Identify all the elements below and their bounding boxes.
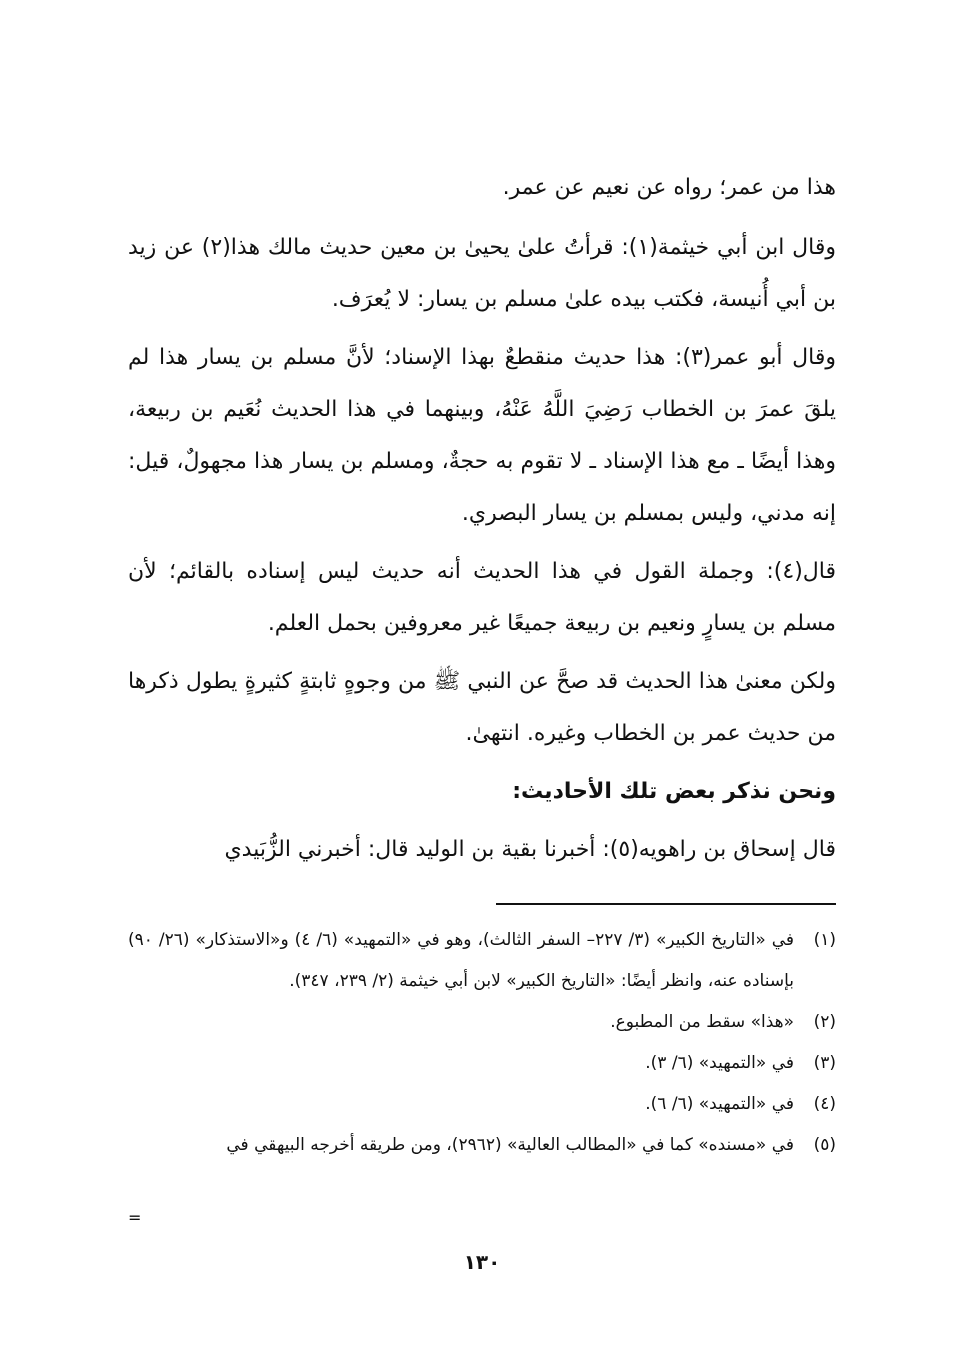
main-text [128, 162, 836, 882]
footnotes [128, 920, 836, 1166]
footnote-3 [128, 1043, 836, 1084]
footnote-number: (٤) [813, 1094, 836, 1114]
continuation-mark: = [128, 1208, 142, 1227]
paragraph-7: قال إسحاق بن راهويه(٥): أخبرنا بقية بن الوليد قال: أخبرني الزُّبَيدي [224, 837, 836, 862]
page-number: ١٣٠ [463, 1250, 501, 1274]
footnote-text: في «التمهيد» (٦/ ٣). [645, 1053, 794, 1073]
footnote-5 [128, 1125, 836, 1166]
footnote-number: (٥) [813, 1135, 836, 1155]
footnote-2 [128, 1002, 836, 1043]
footnote-text: «هذا» سقط من المطبوع. [610, 1012, 794, 1032]
paragraph-5: ولكن معنىٰ هذا الحديث قد صحَّ عن النبي ﷺ من وجوهٍ ثابتةٍ كثيرةٍ يطول ذكرها من حديث عمر بن الخطاب وغيره. انتهىٰ. [128, 669, 836, 746]
footnote-1 [128, 920, 836, 1002]
footnote-number: (١) [813, 930, 836, 950]
footnote-text: في «التمهيد» (٦/ ٦). [645, 1094, 794, 1114]
paragraph-2: وقال ابن أبي خيثمة(١): قرأتُ علىٰ يحيىٰ بن معين حديث مالك هذا(٢) عن زيد بن أبي أُنيسة، فكتب بيده علىٰ مسلم بن يسار: لا يُعرَف. [128, 235, 836, 312]
footnote-text: في «مسنده» كما في «المطالب العالية» (٢٩٦٢)، ومن طريقه أخرجه البيهقي في [226, 1135, 794, 1155]
paragraph-4: قال(٤): وجملة القول في هذا الحديث أنه حديث ليس إسناده بالقائم؛ لأن مسلم بن يسارٍ ونعيم بن ربيعة جميعًا غير معروفين بحمل العلم. [128, 559, 836, 636]
paragraph-1: هذا من عمر؛ رواه عن نعيم عن عمر. [502, 175, 836, 200]
paragraph-3: وقال أبو عمر(٣): هذا حديث منقطعٌ بهذا الإسناد؛ لأنَّ مسلم بن يسار هذا لم يلقَ عمرَ بن الخطاب رَضِيَ اللَّهُ عَنْهُ، وبينهما في هذا الحديث نُعَيم بن ربيعة، وهذا أيضًا ـ مع هذا الإسناد ـ لا تقوم به حجةٌ، ومسلم بن يسار هذا مجهولٌ، قيل: إنه مدني، وليس بمسلم بن يسار البصري. [128, 345, 836, 526]
footnote-4 [128, 1084, 836, 1125]
footnote-separator [496, 903, 836, 905]
footnote-number: (٢) [813, 1012, 836, 1032]
footnote-text: في «التاريخ الكبير» (٣/ ٢٢٧– السفر الثالث)، وهو في «التمهيد» (٦/ ٤) و«الاستذكار» (٢٦/ ٩٠) بإسناده عنه، وانظر أيضًا: «التاريخ الكبير» لابن أبي خيثمة (٢/ ٢٣٩، ٣٤٧). [128, 930, 794, 991]
section-heading: ونحن نذكر بعض تلك الأحاديث: [512, 779, 836, 804]
footnote-number: (٣) [813, 1053, 836, 1073]
